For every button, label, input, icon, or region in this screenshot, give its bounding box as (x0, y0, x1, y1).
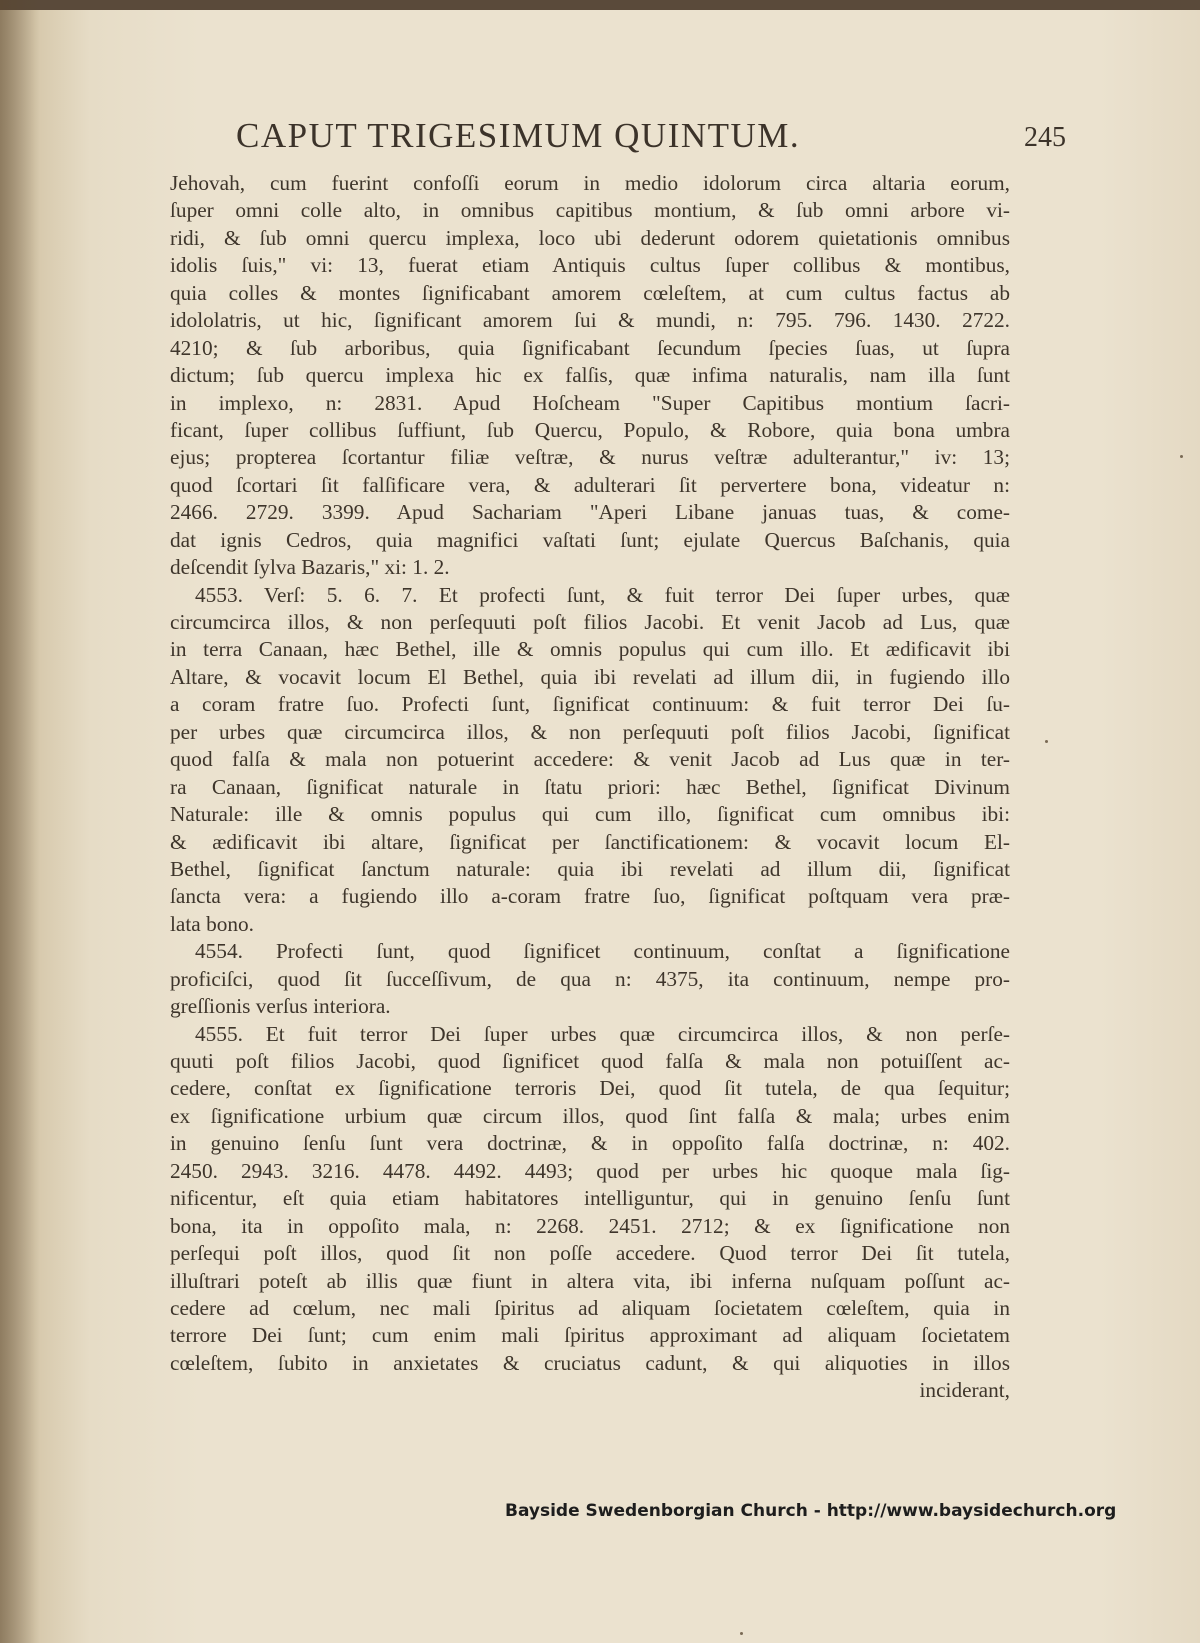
text-line: per urbes quæ circumcirca illos, & non perſequuti poſt filios Jacobi, ſignificat (170, 719, 1010, 744)
text-line: 2466. 2729. 3399. Apud Sachariam "Aperi Libane januas tuas, & come- (170, 500, 1010, 525)
paper-speck (1045, 740, 1048, 743)
text-line: cœleſtem, ſubito in anxietates & cruciatus cadunt, & qui aliquoties in illos (170, 1350, 1010, 1375)
chapter-title: CAPUT TRIGESIMUM QUINTUM. (236, 116, 801, 155)
text-line: circumcirca illos, & non perſequuti poſt filios Jacobi. Et venit Jacob ad Lus, quæ (170, 610, 1010, 634)
text-line: quuti poſt filios Jacobi, quod ſignificet quod falſa & mala non potuiſſent ac- (170, 1049, 1010, 1073)
text-line: lata bono. (170, 911, 254, 936)
running-head (236, 116, 1066, 166)
text-line: ex ſignificatione urbium quæ circum illos, quod ſint falſa & mala; urbes enim (170, 1103, 1010, 1128)
text-line: Naturale: ille & omnis populus qui cum illo, ſignificat cum omnibus ibi: (170, 802, 1010, 827)
text-line: quod falſa & mala non potuerint accedere: & venit Jacob ad Lus quæ in ter- (170, 747, 1010, 772)
text-line: in terra Canaan, hæc Bethel, ille & omnis populus qui cum illo. Et ædificavit ibi (170, 637, 1010, 662)
spine-shadow (0, 0, 40, 1643)
text-line: 4554. Profecti ſunt, quod ſignificet continuum, conſtat a ſignificatione (195, 939, 1010, 964)
text-line: Altare, & vocavit locum El Bethel, quia ibi revelati ad illum dii, in fugiendo illo (170, 664, 1010, 689)
text-line: in implexo, n: 2831. Apud Hoſcheam "Super Capitibus montium ſacri- (170, 390, 1010, 415)
paper-speck (1180, 455, 1183, 458)
text-line: a coram fratre ſuo. Profecti ſunt, ſignificat continuum: & fuit terror Dei ſu- (170, 692, 1010, 717)
text-line: perſequi poſt illos, quod ſit non poſſe accedere. Quod terror Dei ſit tutela, (170, 1241, 1010, 1266)
text-line: idolis ſuis," vi: 13, fuerat etiam Antiquis cultus ſuper collibus & montibus, (170, 253, 1010, 278)
text-line: in genuino ſenſu ſunt vera doctrinæ, & in oppoſito falſa doctrinæ, n: 402. (170, 1131, 1010, 1156)
text-line: dictum; ſub quercu implexa hic ex falſis, quæ infima naturalis, nam illa ſunt (170, 363, 1010, 388)
text-line: greſſionis verſus interiora. (170, 994, 391, 1019)
text-line: illuſtrari poteſt ab illis quæ fiunt in altera vita, ibi inferna nuſquam poſſunt ac- (170, 1268, 1010, 1293)
text-line: dat ignis Cedros, quia magnifici vaſtati ſunt; ejulate Quercus Baſchanis, quia (170, 527, 1010, 552)
paper-speck (740, 1632, 743, 1635)
body-text (170, 170, 1010, 1405)
text-line: ejus; propterea ſcortantur filiæ veſtræ, & nurus veſtræ adulterantur," iv: 13; (170, 445, 1010, 470)
text-line: nificentur, eſt quia etiam habitatores intelliguntur, qui in genuino ſenſu ſunt (170, 1186, 1010, 1211)
text-line: cedere ad cœlum, nec mali ſpiritus ad aliquam ſocietatem cœleſtem, quia in (170, 1295, 1010, 1320)
footer-watermark: Bayside Swedenborgian Church - http://www.baysidechurch.org (505, 1501, 1117, 1521)
text-line: bona, ita in oppoſito mala, n: 2268. 2451. 2712; & ex ſignificatione non (170, 1213, 1010, 1238)
text-line: Bethel, ſignificat ſanctum naturale: quia ibi revelati ad illum dii, ſignificat (170, 856, 1010, 881)
text-line: inciderant, (919, 1378, 1010, 1403)
text-line: ridi, & ſub omni quercu implexa, loco ubi dederunt odorem quietationis omnibus (170, 225, 1010, 250)
text-line: terrore Dei ſunt; cum enim mali ſpiritus approximant ad aliquam ſocietatem (170, 1323, 1010, 1348)
text-line: quod ſcortari ſit falſificare vera, & adulterari ſit pervertere bona, videatur n: (170, 472, 1010, 497)
text-line: & ædificavit ibi altare, ſignificat per ſanctificationem: & vocavit locum El- (170, 829, 1010, 854)
text-line: cedere, conſtat ex ſignificatione terroris Dei, quod ſit tutela, de qua ſequitur; (170, 1076, 1010, 1101)
page-number: 245 (1024, 122, 1066, 153)
text-line: proficiſci, quod ſit ſucceſſivum, de qua n: 4375, ita continuum, nempe pro- (170, 966, 1010, 991)
text-line: 2450. 2943. 3216. 4478. 4492. 4493; quod per urbes hic quoque mala ſig- (170, 1158, 1010, 1183)
text-line: quia colles & montes ſignificabant amorem cœleſtem, at cum cultus factus ab (170, 280, 1010, 305)
text-line: Jehovah, cum fuerint confoſſi eorum in medio idolorum circa altaria eorum, (170, 171, 1010, 195)
text-line: ra Canaan, ſignificat naturale in ſtatu priori: hæc Bethel, ſignificat Divinum (170, 774, 1010, 799)
text-line: idololatris, ut hic, ſignificant amorem ſui & mundi, n: 795. 796. 1430. 2722. (170, 308, 1010, 333)
text-line: 4210; & ſub arboribus, quia ſignificabant ſecundum ſpecies ſuas, ut ſupra (170, 335, 1010, 360)
text-line: ſancta vera: a fugiendo illo a-coram fratre ſuo, ſignificat poſtquam vera præ- (170, 884, 1010, 909)
text-line: ſuper omni colle alto, in omnibus capitibus montium, & ſub omni arbore vi- (170, 198, 1010, 223)
text-line: deſcendit ſylva Bazaris," xi: 1. 2. (170, 555, 450, 580)
text-line: 4553. Verſ: 5. 6. 7. Et profecti ſunt, & fuit terror Dei ſuper urbes, quæ (195, 582, 1010, 607)
text-line: 4555. Et fuit terror Dei ſuper urbes quæ circumcirca illos, & non perſe- (195, 1021, 1010, 1046)
text-line: ficant, ſuper collibus ſuffiunt, ſub Quercu, Populo, & Robore, quia bona umbra (170, 417, 1010, 442)
scan-top-edge (0, 0, 1200, 10)
